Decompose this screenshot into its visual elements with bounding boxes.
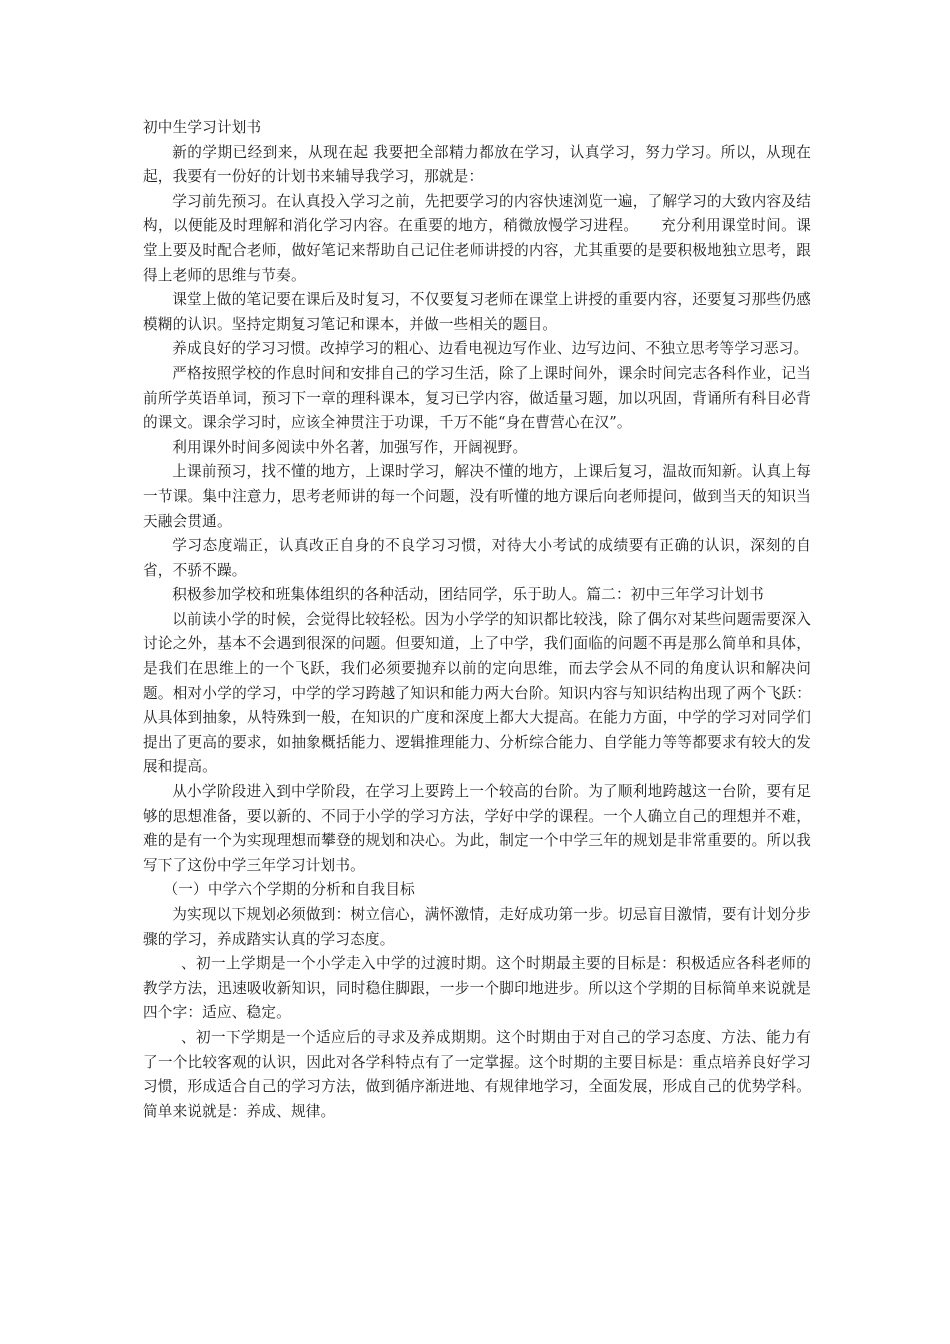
document-body — [143, 116, 811, 1124]
paragraph: 、初一上学期是一个小学走入中学的过渡时期。这个时期最主要的目标是：积极适应各科老师的教学方法，迅速吸收新知识，同时稳住脚跟，一步一个脚印地进步。所以这个学期的目标简单来说就是四个字：适应、稳定。 — [143, 955, 811, 1022]
paragraph: 以前读小学的时候，会觉得比较轻松。因为小学学的知识都比较浅，除了偶尔对某些问题需要深入讨论之外，基本不会遇到很深的问题。但要知道，上了中学，我们面临的问题不再是那么简单和具体，是我们在思维上的一个飞跃，我们必须要抛弃以前的定向思维，而去学会从不同的角度认识和解决问题。相对小学的学习，中学的学习跨越了知识和能力两大台阶。知识内容与知识结构出现了两个飞跃：从具体到抽象，从特殊到一般，在知识的广度和深度上都大大提高。在能力方面，中学的学习对同学们提出了更高的要求，如抽象概括能力、逻辑推理能力、分析综合能力、自学能力等等都要求有较大的发展和提高。 — [143, 610, 811, 776]
paragraph: 上课前预习，找不懂的地方，上课时学习，解决不懂的地方，上课后复习，温故而知新。认真上每一节课。集中注意力，思考老师讲的每一个问题，没有听懂的地方课后向老师提问，做到当天的知识当天融会贯通。 — [143, 463, 811, 530]
section-heading: （一）中学六个学期的分析和自我目标 — [163, 881, 415, 899]
paragraph: 严格按照学校的作息时间和安排自己的学习生活，除了上课时间外，课余时间完志各科作业，记当前所学英语单词，预习下一章的理科课本，复习已学内容，做适量习题，加以巩固，背诵所有科目必背的课文。课余学习时，应该全神贯注于功课，千万不能“身在曹营心在汉”。 — [143, 364, 811, 432]
paragraph: 从小学阶段进入到中学阶段，在学习上要跨上一个较高的台阶。为了顺利地跨越这一台阶，要有足够的思想准备，要以新的、不同于小学的学习方法，学好中学的课程。一个人确立自己的理想并不难，难的是有一个为实现理想而攀登的规划和决心。为此，制定一个中学三年的规划是非常重要的。所以我写下了这份中学三年学习计划书。 — [143, 783, 811, 874]
paragraph: 学习前先预习。在认真投入学习之前，先把要学习的内容快速浏览一遍，了解学习的大致内容及结构，以便能及时理解和消化学习内容。在重要的地方，稍微放慢学习进程。 充分利用课堂时间。课堂上要及时配合老师，做好笔记来帮助自己记住老师讲授的内容，尤其重要的是要积极地独立思考，跟得上老师的思维与节奏。 — [143, 192, 811, 284]
paragraph: 养成良好的学习习惯。改掉学习的粗心、边看电视边写作业、边写边问、不独立思考等学习恶习。 — [172, 340, 809, 358]
paragraph: 课堂上做的笔记要在课后及时复习，不仅要复习老师在课堂上讲授的重要内容，还要复习那些仍感模糊的认识。坚持定期复习笔记和课本，并做一些相关的题目。 — [143, 291, 811, 333]
document-title: 初中生学习计划书 — [143, 119, 262, 136]
paragraph: 利用课外时间多阅读中外名著，加强写作，开阔视野。 — [172, 438, 528, 456]
paragraph: 学习态度端正，认真改正自身的不良学习习惯，对待大小考试的成绩要有正确的认识，深刻的自省，不骄不躁。 — [143, 537, 811, 579]
paragraph: 、初一下学期是一个适应后的寻求及养成期期。这个时期由于对自己的学习态度、方法、能力有了一个比较客观的认识，因此对各学科特点有了一定掌握。这个时期的主要目标是：重点培养良好学习习惯，形成适合自己的学习方法，做到循序渐进地、有规律地学习，全面发展，形成自己的优势学科。简单来说就是：养成、规律。 — [143, 1028, 811, 1120]
paragraph: 为实现以下规划必须做到：树立信心，满怀激情，走好成功第一步。切忌盲目激情，要有计划分步骤的学习，养成踏实认真的学习态度。 — [143, 906, 811, 948]
paragraph: 新的学期已经到来，从现在起 我要把全部精力都放在学习，认真学习，努力学习。所以，从现在起，我要有一份好的计划书来辅导我学习，那就是： — [143, 143, 811, 186]
paragraph: 积极参加学校和班集体组织的各种活动，团结同学，乐于助人。篇二：初中三年学习计划书 — [172, 586, 764, 604]
